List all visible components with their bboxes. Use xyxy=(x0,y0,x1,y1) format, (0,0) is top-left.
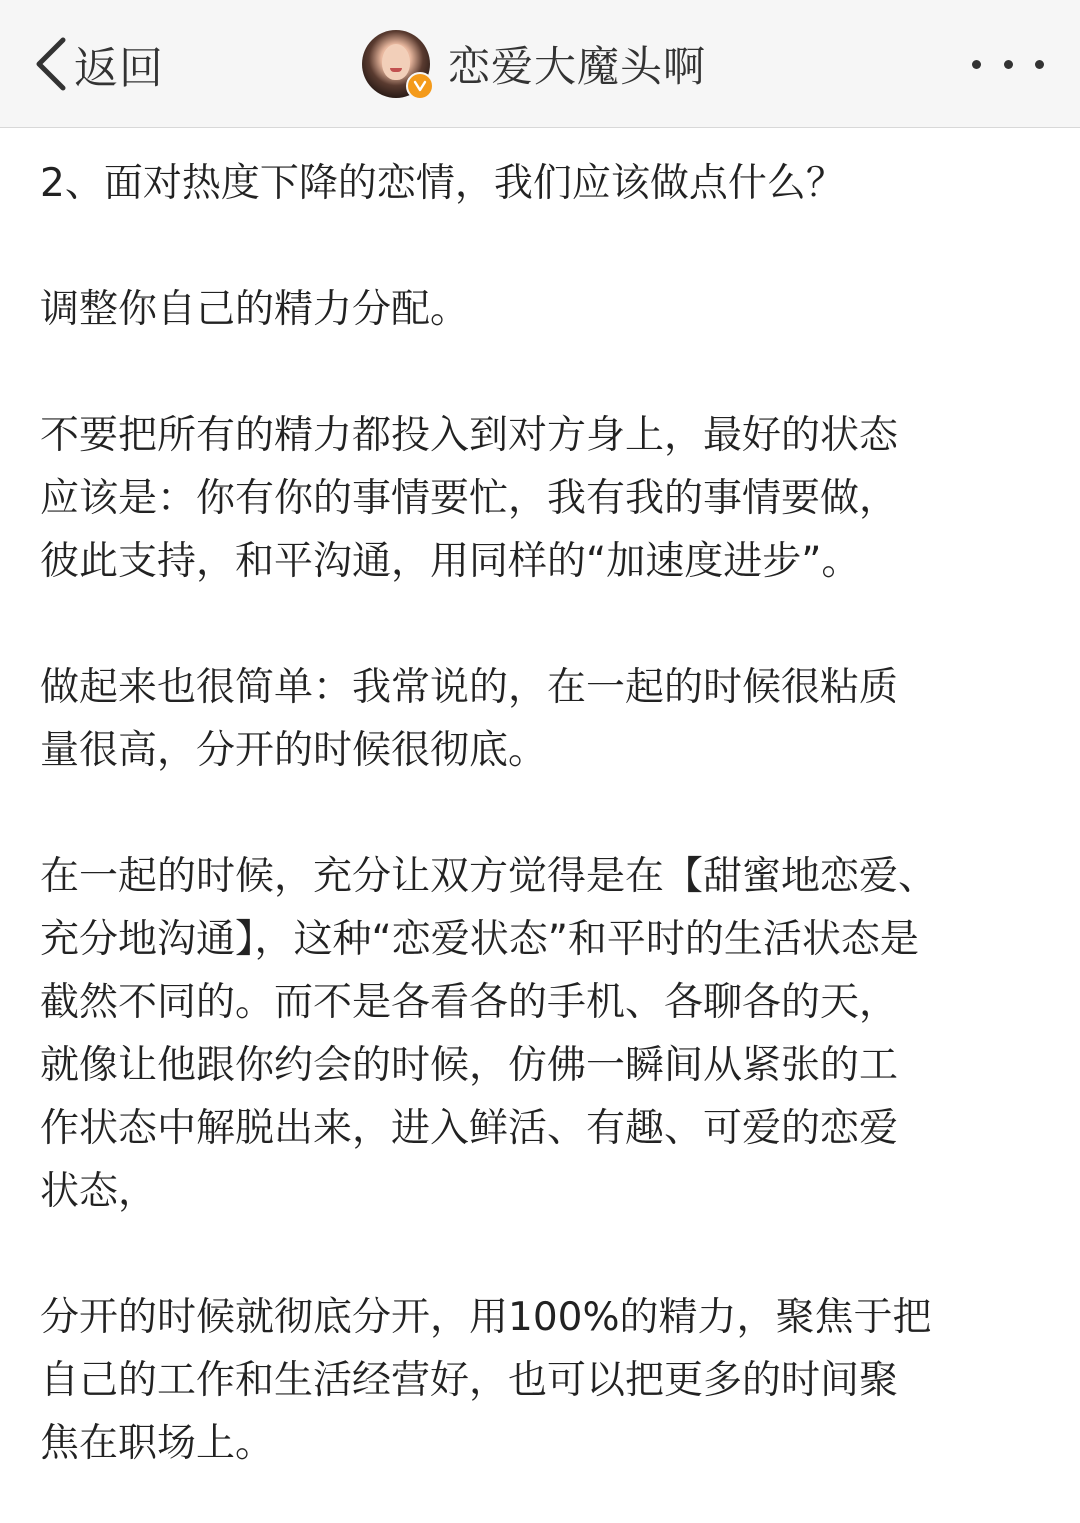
back-button[interactable] xyxy=(30,30,164,98)
paragraph-gap xyxy=(40,341,1050,404)
more-button[interactable] xyxy=(972,44,1044,84)
article-paragraph: 2、面对热度下降的恋情，我们应该做点什么？ xyxy=(40,161,845,206)
username[interactable]: 恋爱大魔头啊 xyxy=(448,42,707,91)
paragraph-gap xyxy=(40,782,1050,845)
more-dots-icon xyxy=(1004,60,1013,69)
article-paragraph: 分开的时候就彻底分开，用100%的精力，聚焦于把 自己的工作和生活经营好，也可以把更多的时间聚 焦在职场上。 xyxy=(40,1295,932,1466)
article-paragraph: 做起来也很简单：我常说的，在一起的时候很粘质 量很高，分开的时候很彻底。 xyxy=(40,665,899,773)
paragraph-gap xyxy=(40,1223,1050,1286)
navigation-bar xyxy=(0,0,1080,128)
chevron-left-icon xyxy=(30,34,70,94)
paragraph-gap xyxy=(40,215,1050,278)
article-body xyxy=(40,152,1050,1475)
avatar-face xyxy=(382,44,410,80)
article-paragraph: 不要把所有的精力都投入到对方身上，最好的状态 应该是：你有你的事情要忙，我有我的事情要做， 彼此支持，和平沟通，用同样的“加速度进步”。 xyxy=(40,413,899,584)
back-label: 返回 xyxy=(74,43,164,94)
more-dots-icon xyxy=(1035,60,1044,69)
more-dots-icon xyxy=(972,60,981,69)
article-paragraph: 在一起的时候，充分让双方觉得是在【甜蜜地恋爱、 充分地沟通】，这种“恋爱状态”和平时的生活状态是 截然不同的。而不是各看各的手机、各聊各的天， 就像让他跟你约会的时候，仿佛一瞬间从紧张的工 作状态中解脱出来，进入鲜活、有趣、可爱的恋爱 状态， xyxy=(40,854,938,1214)
article-paragraph: 调整你自己的精力分配。 xyxy=(40,287,470,332)
verified-badge-icon xyxy=(406,72,434,100)
profile-header[interactable] xyxy=(362,30,706,98)
paragraph-gap xyxy=(40,593,1050,656)
avatar[interactable] xyxy=(362,30,430,98)
